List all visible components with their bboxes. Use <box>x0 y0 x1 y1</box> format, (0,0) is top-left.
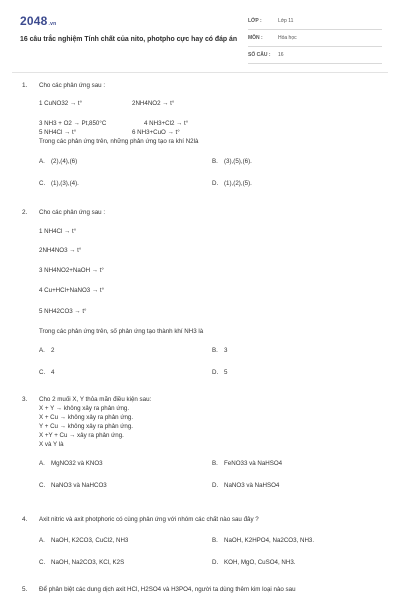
answer-option[interactable] <box>39 369 54 377</box>
answer-option[interactable] <box>212 347 227 355</box>
reaction: 2NH4NO3 → t° <box>39 247 82 254</box>
meta-value: 16 <box>278 52 284 58</box>
answer-option[interactable] <box>212 559 296 567</box>
meta-row-count <box>248 50 382 64</box>
reaction: 1 CuNO32 → t° <box>39 100 83 107</box>
option-text: 3 <box>224 347 228 354</box>
option-text: NaNO3 và NaHSO4 <box>224 482 280 489</box>
option-letter: D. <box>212 180 219 187</box>
answer-option[interactable] <box>212 180 252 188</box>
answer-option[interactable] <box>212 369 227 377</box>
answer-option[interactable] <box>39 460 103 468</box>
answer-option[interactable] <box>39 180 79 188</box>
option-text: NaNO3 và NaHCO3 <box>51 482 107 489</box>
answer-option[interactable] <box>212 158 252 166</box>
condition: X + Cu → không xảy ra phản ứng. <box>39 414 134 421</box>
option-letter: A. <box>39 460 45 467</box>
question-number: 2. <box>22 209 28 216</box>
reaction: 4 Cu+HCl+NaNO3 → t° <box>39 287 105 294</box>
option-letter: A. <box>39 158 45 165</box>
question-stem: Để phân biệt các dung dịch axit HCl, H2SO4 và H3PO4, người ta dùng thêm kim loại nào sau <box>39 586 296 593</box>
answer-option[interactable] <box>39 347 54 355</box>
option-letter: B. <box>212 158 218 165</box>
option-letter: D. <box>212 482 219 489</box>
option-text: 2 <box>51 347 55 354</box>
meta-row-subject <box>248 33 382 47</box>
question-number: 5. <box>22 586 28 593</box>
option-letter: D. <box>212 559 219 566</box>
meta-label: SỐ CÂU : <box>248 52 271 58</box>
answer-option[interactable] <box>212 537 314 545</box>
meta-value: Lớp 11 <box>278 18 294 24</box>
option-text: 4 <box>51 369 55 376</box>
question-number: 3. <box>22 396 28 403</box>
logo-text: 2048 <box>20 14 48 28</box>
option-letter: C. <box>39 180 46 187</box>
condition: X +Y + Cu → xảy ra phản ứng. <box>39 432 124 439</box>
condition: X và Y là <box>39 441 64 448</box>
meta-value: Hóa học <box>278 35 297 41</box>
option-letter: A. <box>39 537 45 544</box>
option-text: NaOH, K2HPO4, Na2CO3, NH3. <box>224 537 315 544</box>
option-text: (1),(2),(5). <box>224 180 252 187</box>
meta-label: LỚP : <box>248 18 262 24</box>
answer-option[interactable] <box>212 460 282 468</box>
option-letter: B. <box>212 537 218 544</box>
logo-suffix: .vn <box>48 21 57 27</box>
option-letter: C. <box>39 369 46 376</box>
answer-option[interactable] <box>39 537 128 545</box>
option-text: (3),(5),(6). <box>224 158 252 165</box>
reaction: 1 NH4Cl → t° <box>39 228 77 235</box>
option-text: NaOH, Na2CO3, KCl, K2S <box>51 559 125 566</box>
document-title: 16 câu trắc nghiệm Tính chất của nito, photpho cực hay có đáp án <box>20 36 238 43</box>
option-text: 5 <box>224 369 228 376</box>
answer-option[interactable] <box>212 482 279 490</box>
site-logo[interactable] <box>20 14 56 30</box>
page-header <box>20 12 382 74</box>
option-text: (1),(3),(4). <box>51 180 79 187</box>
question-number: 1. <box>22 82 28 89</box>
reaction: 3 NH4NO2+NaOH → t° <box>39 267 104 274</box>
meta-row-class <box>248 16 382 30</box>
option-text: NaOH, K2CO3, CuCl2, NH3 <box>51 537 129 544</box>
meta-label: MÔN : <box>248 35 263 41</box>
option-letter: D. <box>212 369 219 376</box>
answer-option[interactable] <box>39 559 124 567</box>
option-letter: C. <box>39 559 46 566</box>
question-number: 4. <box>22 516 28 523</box>
reaction: 2NH4NO2 → t° <box>132 100 175 107</box>
question-stem: Cho 2 muối X, Y thỏa mãn điều kiện sau: <box>39 396 152 403</box>
option-text: FeNO33 và NaHSO4 <box>224 460 283 467</box>
option-letter: B. <box>212 460 218 467</box>
reaction: 6 NH3+CuO → t° <box>132 129 180 136</box>
question-stem: Axit nitric và axit photphoric có cùng phản ứng với nhóm các chất nào sau đây ? <box>39 516 259 523</box>
question-stem: Cho các phản ứng sau : <box>39 82 106 89</box>
answer-option[interactable] <box>39 482 107 490</box>
question-prompt: Trong các phản ứng trên, những phản ứng tạo ra khí N2là <box>39 138 199 145</box>
answer-option[interactable] <box>39 158 77 166</box>
option-letter: C. <box>39 482 46 489</box>
reaction: 3 NH3 + O2 → Pt,850°C <box>39 120 107 127</box>
reaction: 5 NH4Cl → t° <box>39 129 77 136</box>
question-prompt: Trong các phản ứng trên, số phản ứng tạo thành khí NH3 là <box>39 328 204 335</box>
option-text: (2),(4),(6) <box>51 158 78 165</box>
reaction: 4 NH3+Cl2 → t° <box>144 120 189 127</box>
option-letter: B. <box>212 347 218 354</box>
option-text: MgNO32 và KNO3 <box>51 460 103 467</box>
document-meta <box>248 16 382 67</box>
reaction: 5 NH42CO3 → t° <box>39 308 87 315</box>
question-stem: Cho các phản ứng sau : <box>39 209 106 216</box>
header-divider <box>12 72 388 73</box>
option-letter: A. <box>39 347 45 354</box>
option-text: KOH, MgO, CuSO4, NH3. <box>224 559 296 566</box>
condition: Y + Cu → không xảy ra phản ứng. <box>39 423 133 430</box>
condition: X + Y → không xảy ra phản ứng. <box>39 405 130 412</box>
